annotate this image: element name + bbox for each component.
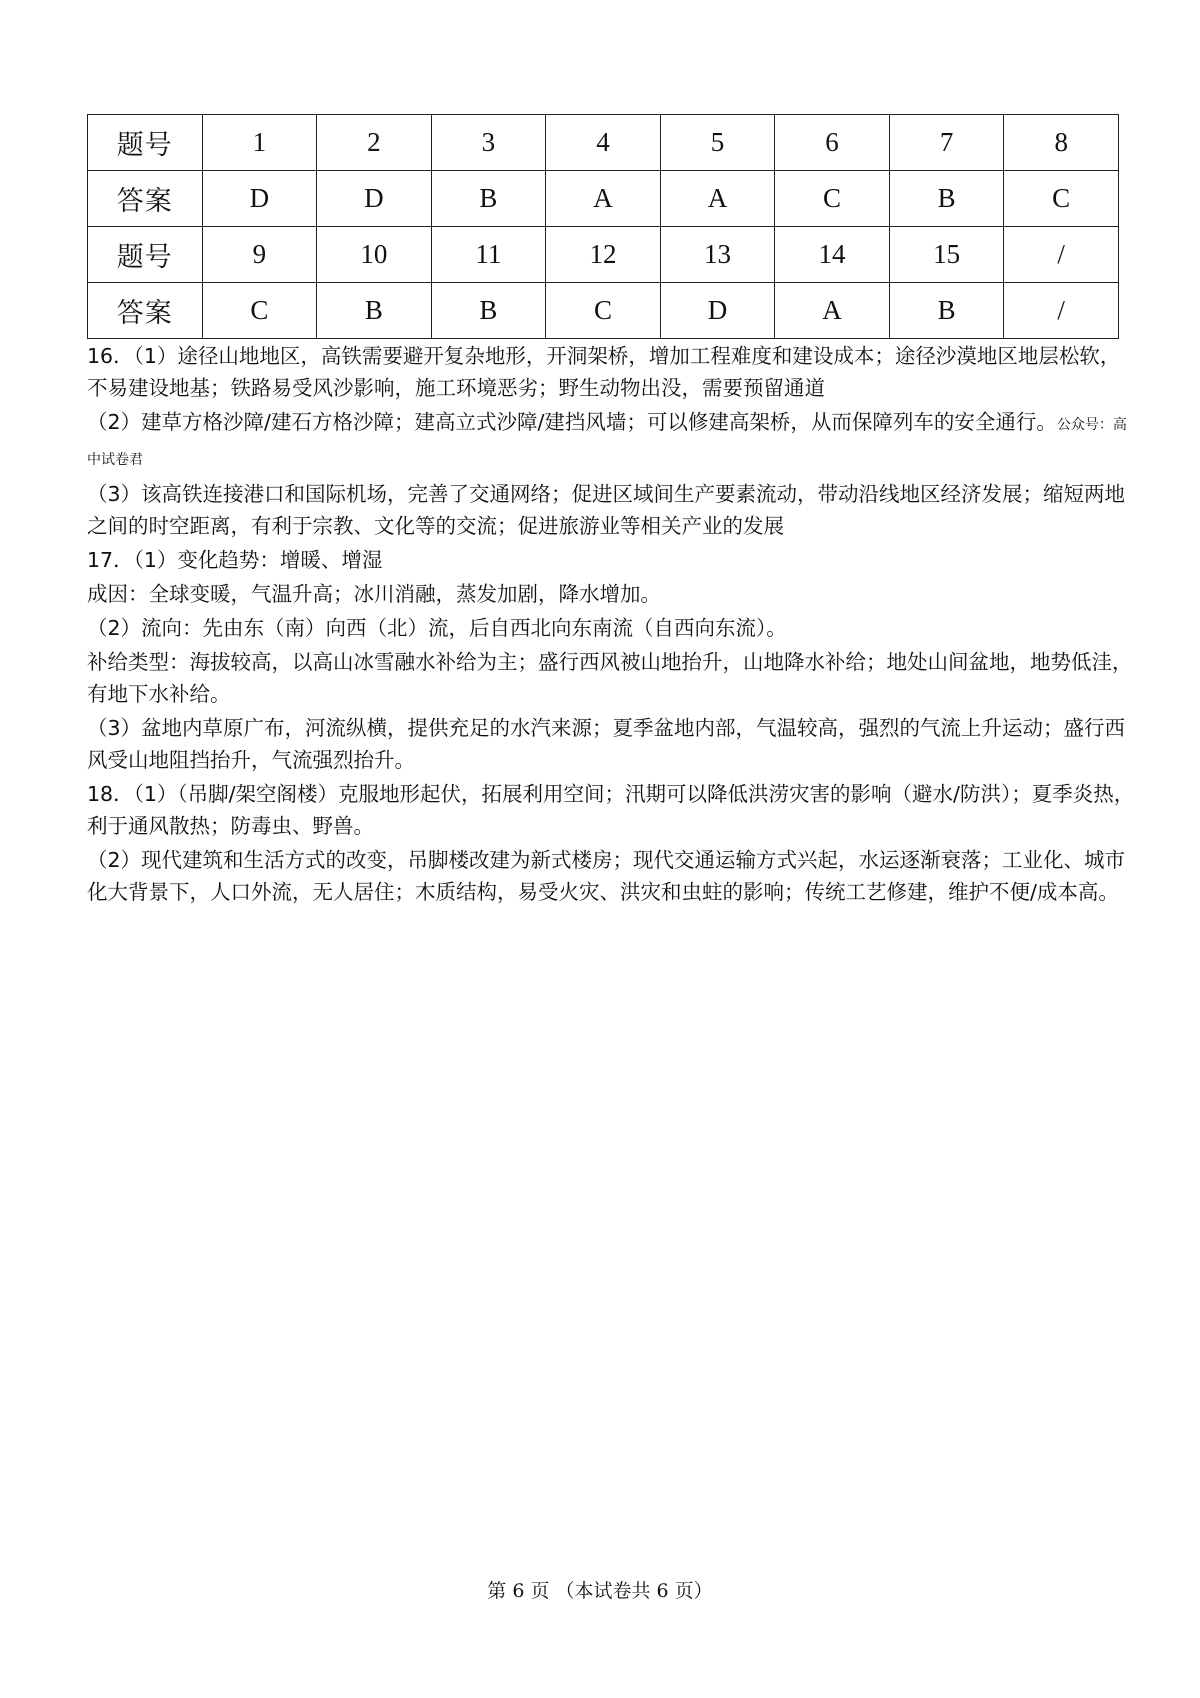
table-cell: 1 bbox=[202, 115, 317, 171]
table-cell: B bbox=[431, 171, 546, 227]
answer-17-2-supply: 补给类型：海拔较高，以高山冰雪融水补给为主；盛行西风被山地抬升，山地降水补给；地处山间盆地，地势低洼，有地下水补给。 bbox=[87, 650, 1133, 706]
table-cell: C bbox=[1004, 171, 1119, 227]
table-cell: C bbox=[546, 283, 661, 339]
answer-17-2: （2）流向：先由东（南）向西（北）流，后自西北向东南流（自西向东流）。 bbox=[87, 616, 787, 640]
table-cell: / bbox=[1004, 283, 1119, 339]
table-row bbox=[88, 283, 1119, 339]
table-cell: A bbox=[775, 283, 890, 339]
table-cell: 5 bbox=[660, 115, 775, 171]
table-cell: 6 bbox=[775, 115, 890, 171]
table-cell: B bbox=[431, 283, 546, 339]
table-cell: A bbox=[660, 171, 775, 227]
table-cell: 13 bbox=[660, 227, 775, 283]
answer-17-1-cause: 成因：全球变暖，气温升高；冰川消融，蒸发加剧，降水增加。 bbox=[87, 582, 661, 606]
answer-16-2 bbox=[87, 406, 1137, 476]
table-cell: 7 bbox=[889, 115, 1004, 171]
answer-16-2-text: （2）建草方格沙障/建石方格沙障；建高立式沙障/建挡风墙；可以修建高架桥，从而保障列车的安全通行。 bbox=[87, 410, 1057, 434]
answer-table bbox=[87, 114, 1119, 339]
answer-17-3: （3）盆地内草原广布，河流纵横，提供充足的水汽来源；夏季盆地内部，气温较高，强烈的气流上升运动；盛行西风受山地阻挡抬升，气流强烈抬升。 bbox=[87, 716, 1126, 772]
table-cell: 12 bbox=[546, 227, 661, 283]
table-cell: 10 bbox=[317, 227, 432, 283]
answer-16-3: （3）该高铁连接港口和国际机场，完善了交通网络；促进区域间生产要素流动，带动沿线地区经济发展；缩短两地之间的时空距离，有利于宗教、文化等的交流；促进旅游业等相关产业的发展 bbox=[87, 482, 1126, 538]
answer-text bbox=[87, 340, 1137, 910]
table-cell: B bbox=[889, 283, 1004, 339]
table-cell: 2 bbox=[317, 115, 432, 171]
table-row bbox=[88, 115, 1119, 171]
answer-17-1: 17．（1）变化趋势：增暖、增湿 bbox=[87, 548, 383, 572]
table-row bbox=[88, 227, 1119, 283]
table-cell: 答案 bbox=[88, 171, 203, 227]
table-cell: 15 bbox=[889, 227, 1004, 283]
table-cell: 题号 bbox=[88, 115, 203, 171]
watermark-note: 公众号：高中试卷君 bbox=[87, 417, 1127, 468]
table-row bbox=[88, 171, 1119, 227]
table-cell: 答案 bbox=[88, 283, 203, 339]
answer-16-1: 16．（1）途径山地地区，高铁需要避开复杂地形，开洞架桥，增加工程难度和建设成本；途径沙漠地区地层松软，不易建设地基；铁路易受风沙影响，施工环境恶劣；野生动物出没，需要预留通道 bbox=[87, 344, 1121, 400]
table-cell: A bbox=[546, 171, 661, 227]
table-cell: 14 bbox=[775, 227, 890, 283]
answer-18-2: （2）现代建筑和生活方式的改变，吊脚楼改建为新式楼房；现代交通运输方式兴起，水运逐渐衰落；工业化、城市化大背景下，人口外流，无人居住；木质结构，易受火灾、洪灾和虫蛀的影响；传统工艺修建，维护不便/成本高。 bbox=[87, 848, 1126, 904]
table-cell: 9 bbox=[202, 227, 317, 283]
table-cell: 8 bbox=[1004, 115, 1119, 171]
table-cell: B bbox=[889, 171, 1004, 227]
table-cell: D bbox=[660, 283, 775, 339]
table-cell: B bbox=[317, 283, 432, 339]
table-cell: D bbox=[202, 171, 317, 227]
table-cell: 4 bbox=[546, 115, 661, 171]
table-cell: / bbox=[1004, 227, 1119, 283]
table-cell: 题号 bbox=[88, 227, 203, 283]
page-footer: 第 6 页 （本试卷共 6 页） bbox=[487, 1580, 713, 1602]
table-cell: D bbox=[317, 171, 432, 227]
table-cell: 11 bbox=[431, 227, 546, 283]
table-cell: C bbox=[775, 171, 890, 227]
table-cell: 3 bbox=[431, 115, 546, 171]
answer-18-1: 18．（1）（吊脚/架空阁楼）克服地形起伏，拓展利用空间；汛期可以降低洪涝灾害的影响（避水/防洪）；夏季炎热，利于通风散热；防毒虫、野兽。 bbox=[87, 782, 1135, 838]
table-cell: C bbox=[202, 283, 317, 339]
